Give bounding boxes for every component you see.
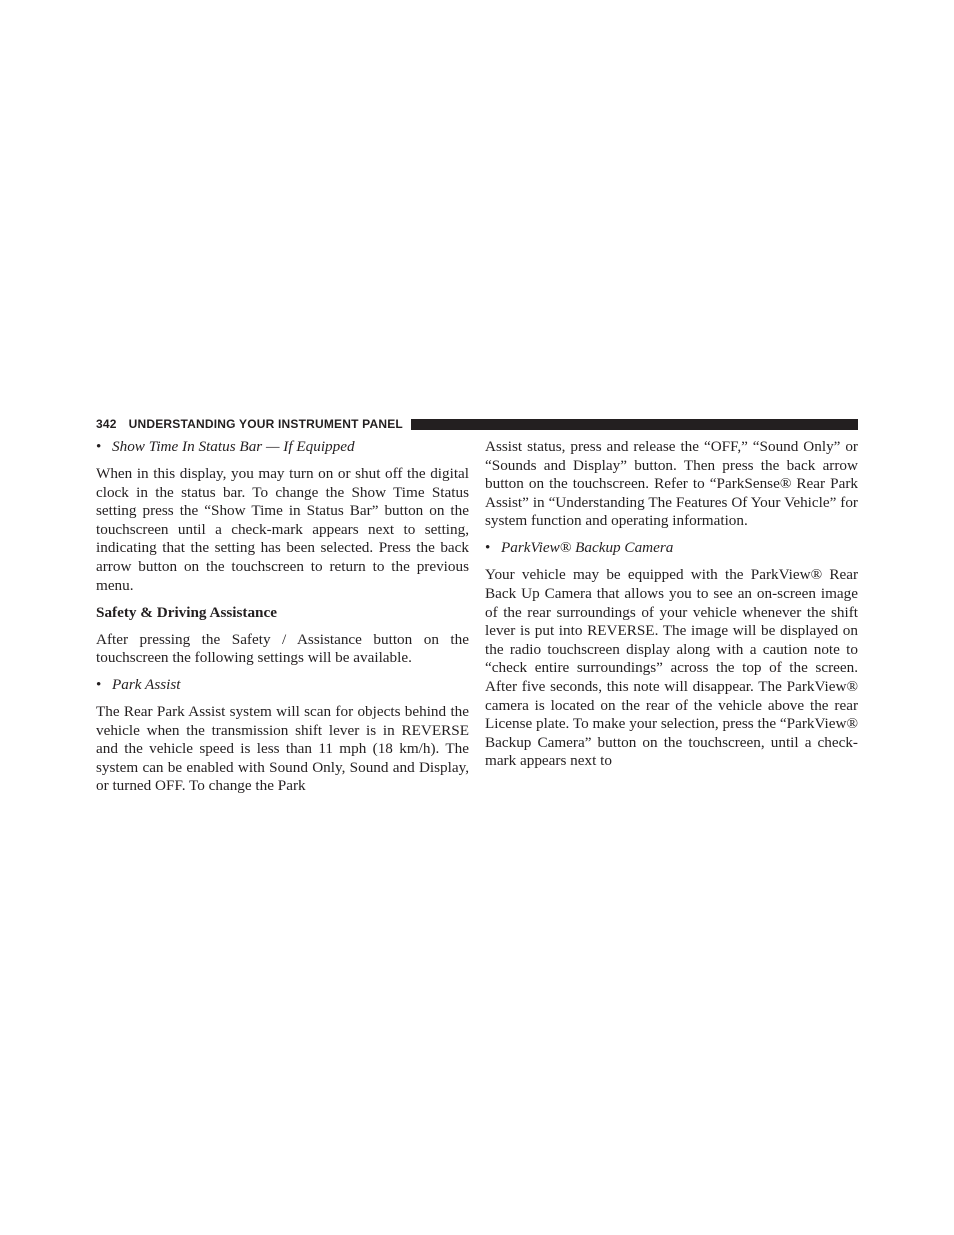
bullet-show-time [96,438,469,457]
section-title: UNDERSTANDING YOUR INSTRUMENT PANEL [128,417,403,431]
page-header [96,417,858,431]
paragraph-parkview: Your vehicle may be equipped with the ParkView® Rear Back Up Camera that allows you to see an on-screen image of the rear surroundings of your vehicle whenever the shift lever is put into REVERSE. The image will be displayed on the radio touchscreen display along with a caution note to “check entire surroundings” across the top of the screen. After five seconds, this note will disappear. The ParkView® camera is located on the rear of the vehicle above the rear License plate. To make your selection, press the “ParkView® Backup Camera” button on the touchscreen, until a check-mark appears next to [485,566,858,770]
paragraph-safety: After pressing the Safety / Assistance button on the touchscreen the following settings will be available. [96,630,469,667]
bullet-show-time-text: Show Time In Status Bar — If Equipped [112,438,355,455]
bullet-dot: • [96,676,102,694]
paragraph-park-assist-continued: Assist status, press and release the “OFF,” “Sound Only” or “Sounds and Display” button. Then press the back arrow button on the touchscreen. Refer to “ParkSense® Rear Park Assist” in “Understanding The Features Of Your Vehicle” for system function and operating information. [485,438,858,530]
paragraph-show-time: When in this display, you may turn on or shut off the digital clock in the status bar. To change the Show Time Status setting press the “Show Time in Status Bar” button on the touchscreen until a check-mark appears next to setting, indicating that the setting has been selected. Press the back arrow button on the touchscreen to return to the previous menu. [96,464,469,594]
heading-safety-driving-assistance: Safety & Driving Assistance [96,603,277,621]
bullet-parkview [485,539,858,558]
header-rule [411,419,858,430]
left-column [96,438,469,804]
bullet-dot: • [485,539,491,557]
bullet-dot: • [96,438,102,455]
bullet-parkview-text: ParkView® Backup Camera [501,539,674,557]
paragraph-park-assist: The Rear Park Assist system will scan for objects behind the vehicle when the transmission shift lever is in REVERSE and the vehicle speed is less than 11 mph (18 km/h). The system can be enabled with Sound Only, Sound and Display, or turned OFF. To change the Park [96,703,469,795]
right-column [485,438,858,779]
bullet-park-assist [96,676,469,695]
page-number: 342 [96,417,117,431]
bullet-park-assist-text: Park Assist [112,676,181,694]
